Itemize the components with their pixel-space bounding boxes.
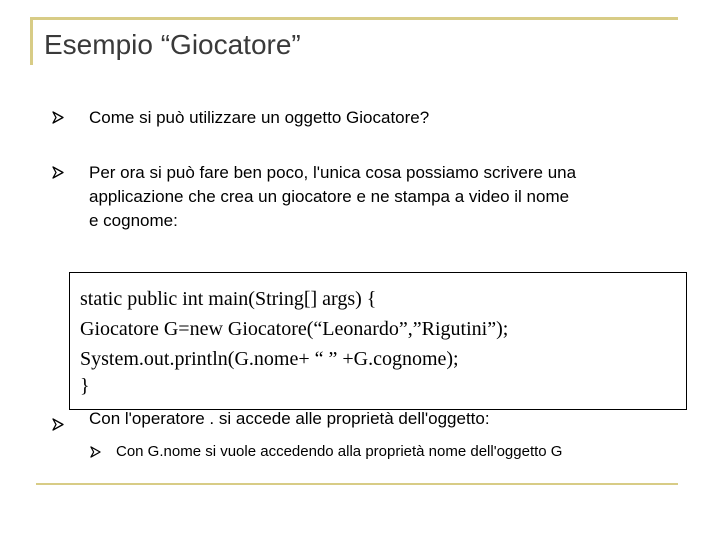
code-block [69, 272, 687, 410]
bullet-text: Con l'operatore . si accede alle proprietà dell'oggetto: [89, 409, 490, 428]
bullet-line: Per ora si può fare ben poco, l'unica cosa possiamo scrivere una [89, 163, 577, 182]
arrowhead-icon [52, 418, 66, 432]
bullet-line: e cognome: [89, 211, 178, 230]
arrowhead-icon [52, 166, 66, 180]
top-decor-line [30, 17, 678, 20]
slide-title: Esempio “Giocatore” [44, 29, 301, 60]
sub-bullet-text: Con G.nome si vuole accedendo alla proprietà nome dell'oggetto G [116, 443, 563, 460]
bullet-text: Come si può utilizzare un oggetto Giocatore? [89, 108, 430, 127]
arrowhead-icon [52, 111, 66, 125]
code-line: System.out.println(G.nome+ “ ” +G.cognome); [80, 348, 459, 370]
arrowhead-icon [90, 446, 104, 460]
left-decor-line [30, 17, 33, 65]
code-line: } [80, 375, 90, 397]
code-line: static public int main(String[] args) { [80, 288, 377, 310]
bullet-line: applicazione che crea un giocatore e ne stampa a video il nome [89, 187, 570, 206]
bottom-decor-line [36, 483, 678, 485]
code-line: Giocatore G=new Giocatore(“Leonardo”,”Rigutini”); [80, 318, 509, 340]
